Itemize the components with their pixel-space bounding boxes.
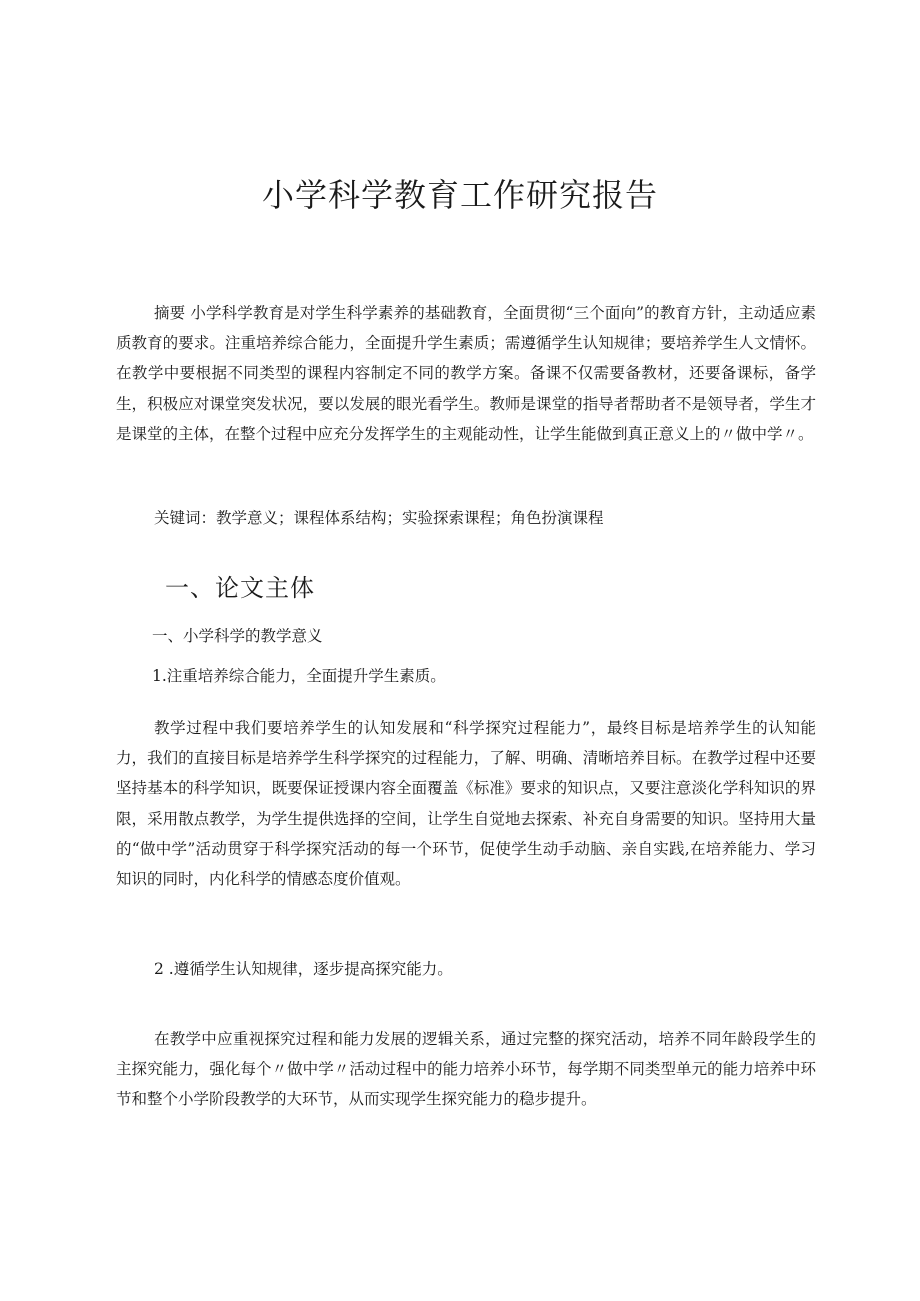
item2-heading: 2 .遵循学生认知规律，逐步提高探究能力。 (154, 960, 453, 978)
item1-body-paragraph: 教学过程中我们要培养学生的认知发展和“科学探究过程能力”，最终目标是培养学生的认知能力，我们的直接目标是培养学生科学探究的过程能力，了解、明确、清晰培养目标。在教学过程中还要坚持基本的科学知识，既要保证授课内容全面覆盖《标准》要求的知识点，又要注意淡化学科知识的界限，采用散点教学，为学生提供选择的空间，让学生自觉地去探索、补充自身需要的知识。坚持用大量的“做中学”活动贯穿于科学探究活动的每一个环节，促使学生动手动脑、亲自实践,在培养能力、学习知识的同时，内化科学的情感态度价值观。 (116, 719, 816, 889)
keywords-line: 关键词：教学意义；课程体系结构；实验探索课程；角色扮演课程 (154, 509, 604, 527)
document-title: 小学科学教育工作研究报告 (261, 176, 658, 214)
abstract-paragraph: 摘要 小学科学教育是对学生科学素养的基础教育，全面贯彻“三个面向”的教育方针，主动适应素质教育的要求。注重培养综合能力，全面提升学生素质；需遵循学生认知规律；要培养学生人文情怀。在教学中要根据不同类型的课程内容制定不同的教学方案。备课不仅需要备教材，还要备课标，备学生，积极应对课堂突发状况，要以发展的眼光看学生。教师是课堂的指导者帮助者不是领导者，学生才是课堂的主体，在整个过程中应充分发挥学生的主观能动性，让学生能做到真正意义上的〃做中学〃。 (116, 304, 816, 443)
item2-body-paragraph: 在教学中应重视探究过程和能力发展的逻辑关系，通过完整的探究活动，培养不同年龄段学生的主探究能力，强化每个〃做中学〃活动过程中的能力培养小环节，每学期不同类型单元的能力培养中环节和整个小学阶段教学的大环节，从而实现学生探究能力的稳步提升。 (116, 1030, 816, 1109)
section-heading: 一、论文主体 (165, 574, 315, 602)
subsection-heading: 一、小学科学的教学意义 (152, 627, 323, 645)
item1-heading: 1.注重培养综合能力，全面提升学生素质。 (152, 667, 446, 685)
